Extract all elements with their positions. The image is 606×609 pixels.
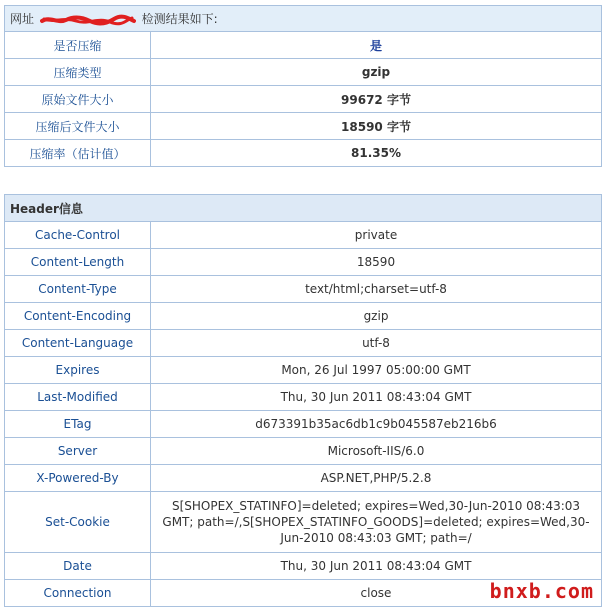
header-name: ETag [5,411,151,438]
header-caption: Header信息 [5,195,602,222]
header-name: Cache-Control [5,222,151,249]
header-value: text/html;charset=utf-8 [151,276,602,303]
header-name: Content-Length [5,249,151,276]
row-value: 81.35% [151,140,602,167]
table-row [5,249,602,276]
header-value: 18590 [151,249,602,276]
table-row [5,140,602,167]
header-value: ASP.NET,PHP/5.2.8 [151,465,602,492]
row-value: 18590 字节 [151,113,602,140]
header-info-table [4,194,602,607]
header-value: d673391b35ac6db1c9b045587eb216b6 [151,411,602,438]
row-value: gzip [151,59,602,86]
header-name: X-Powered-By [5,465,151,492]
watermark: bnxb.com [489,579,594,603]
header-name: Set-Cookie [5,492,151,553]
header-name: Server [5,438,151,465]
caption-suffix: 检测结果如下: [141,12,218,26]
row-label: 压缩率（估计值） [5,140,151,167]
header-name: Connection [5,580,151,607]
header-value: utf-8 [151,330,602,357]
caption-prefix: 网址 [10,12,35,26]
header-value: private [151,222,602,249]
compression-caption [5,6,602,32]
table-row [5,357,602,384]
table-row [5,384,602,411]
header-value: S[SHOPEX_STATINFO]=deleted; expires=Wed,30-Jun-2010 08:43:03 GMT; path=/,S[SHOPEX_STATINFO_GOODS]=deleted; expires=Wed,30-Jun-2010 08:43:03 GMT; path=/ [151,492,602,553]
header-value: close [151,580,602,607]
header-value: Microsoft-IIS/6.0 [151,438,602,465]
table-row [5,303,602,330]
table-row [5,553,602,580]
compression-result-table [4,5,602,167]
table-row [5,438,602,465]
row-label: 是否压缩 [5,32,151,59]
row-value: 99672 字节 [151,86,602,113]
table-row [5,222,602,249]
row-label: 压缩后文件大小 [5,113,151,140]
table-row [5,330,602,357]
header-value: Mon, 26 Jul 1997 05:00:00 GMT [151,357,602,384]
table-row [5,276,602,303]
row-value: 是 [151,32,602,59]
header-name: Content-Encoding [5,303,151,330]
table-row [5,86,602,113]
table-row [5,465,602,492]
table-row [5,32,602,59]
header-name: Expires [5,357,151,384]
header-name: Content-Type [5,276,151,303]
row-label: 压缩类型 [5,59,151,86]
header-name: Content-Language [5,330,151,357]
table-row [5,492,602,553]
row-label: 原始文件大小 [5,86,151,113]
table-row [5,59,602,86]
header-name: Date [5,553,151,580]
header-value: gzip [151,303,602,330]
header-value: Thu, 30 Jun 2011 08:43:04 GMT [151,384,602,411]
header-value: Thu, 30 Jun 2011 08:43:04 GMT [151,553,602,580]
header-name: Last-Modified [5,384,151,411]
table-row [5,113,602,140]
table-row [5,411,602,438]
redacted-url-scribble [40,14,136,26]
